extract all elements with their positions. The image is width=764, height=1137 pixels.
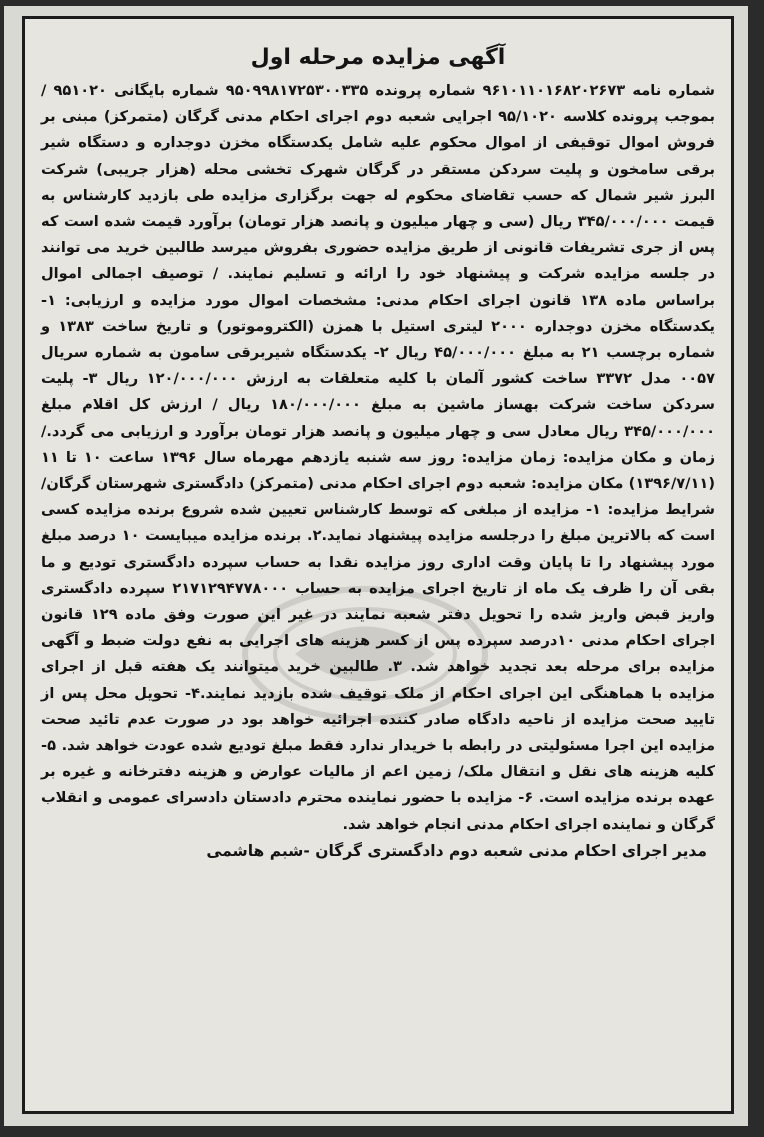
notice-signature: مدیر اجرای احکام مدنی شعبه دوم دادگستری گرگان -شبم هاشمی bbox=[206, 841, 707, 860]
notice-body: شماره نامه ۹۶۱۰۱۱۰۱۶۸۲۰۲۶۷۳ شماره پرونده ۹۵۰۹۹۸۱۷۲۵۳۰۰۳۳۵ شماره بایگانی ۹۵۱۰۲۰ / بموجب پرونده کلاسه ۹۵/۱۰۲۰ اجرایی شعبه دوم اجرای احکام مدنی گرگان (متمرکز) مبنی بر فروش اموال توقیفی از اموال محکوم علیه شامل یکدستگاه مخزن دوجداره و دستگاه شیر برقی سامخون و پلیت سردکن مستقر در گرگان شهرک تخشی محله (هزار جریبی) شرکت البرز شیر شمال که حسب تقاضای محکوم له جهت برگزاری مزایده طی بازدید کارشناس به قیمت ۳۴۵/۰۰۰/۰۰۰ ریال (سی و چهار میلیون و پانصد هزار تومان) برآورد قیمت شده است که پس از جری تشریفات قانونی از طریق مزایده حضوری بفروش میرسد طالبین خرید می توانند در جلسه مزایده شرکت و پیشنهاد خود را ارائه و تسلیم نمایند. / توصیف اجمالی اموال براساس ماده ۱۳۸ قانون اجرای احکام مدنی: مشخصات اموال مورد مزایده و ارزیابی: ۱- یکدستگاه مخزن دوجداره ۲۰۰۰ لیتری استیل با همزن (الکتروموتور) و تاریخ ساخت ۱۳۸۳ و شماره برچسب ۲۱ به مبلغ ۴۵/۰۰۰/۰۰۰ ریال ۲- یکدستگاه شیربرقی سامون به شماره سریال ۰۰۵۷ مدل ۳۳۷۲ ساخت کشور آلمان با کلیه متعلقات به ارزش ۱۲۰/۰۰۰/۰۰۰ ریال ۳- پلیت سردکن ساخت شرکت بهساز ماشین به مبلغ ۱۸۰/۰۰۰/۰۰۰ ریال / ارزش کل اقلام مبلغ ۳۴۵/۰۰۰/۰۰۰ ریال معادل سی و چهار میلیون و پانصد هزار تومان برآورد و ارزیابی می گردد./ زمان و مکان مزایده: زمان مزایده: روز سه شنبه یازدهم مهرماه سال ۱۳۹۶ ساعت ۱۰ تا ۱۱ (۱۳۹۶/۷/۱۱) مکان مزایده: شعبه دوم اجرای احکام مدنی (متمرکز) دادگستری شهرستان گرگان/ شرایط مزایده: ۱- مزایده از مبلغی که توسط کارشناس تعیین شده شروع برنده مزایده کسی است که بالاترین مبلغ را درجلسه مزایده پیشنهاد نماید.۲. برنده مزایده میبایست ۱۰ درصد مبلغ مورد پیشنهاد را تا پایان وقت اداری روز مزایده نقدا به حساب سپرده دادگستری تودیع و ما بقی آن را ظرف یک ماه از تاریخ اجرای مزایده به حساب ۲۱۷۱۲۹۴۷۷۸۰۰۰ سپرده دادگستری واریز قبض واریز شده را تحویل دفتر شعبه نمایند در غیر این صورت وفق ماده ۱۲۹ قانون اجرای احکام مدنی ۱۰درصد سپرده پس از کسر هزینه های اجرایی به نفع دولت ضبط و آگهی مزایده برای مرحله بعد تجدید خواهد شد. ۳. طالبین خرید میتوانند یک هفته قبل از اجرای مزایده با هماهنگی این اجرای احکام از ملک توقیف شده بازدید نمایند.۴- تحویل محل پس از تایید صحت مزایده از ناحیه دادگاه صادر کننده اجرائیه خواهد بود در صورت عدم تائید صحت مزایده این اجرا مسئولیتی در رابطه با خریدار ندارد فقط مبلغ تودیع شده عودت خواهد شد. ۵- کلیه هزینه های نقل و انتقال ملک/ زمین اعم از مالیات عوارض و هزینه دفترخانه و غیره بر عهده برنده مزایده است. ۶- مزایده با حضور نماینده محترم دادستان دادسرای عمومی و انقلاب گرگان و نماینده اجرای احکام مدنی انجام خواهد شد. bbox=[41, 82, 716, 833]
newspaper-clipping bbox=[4, 6, 748, 1126]
auction-notice bbox=[22, 16, 734, 1114]
notice-title: آگهی مزایده مرحله اول bbox=[250, 45, 506, 70]
